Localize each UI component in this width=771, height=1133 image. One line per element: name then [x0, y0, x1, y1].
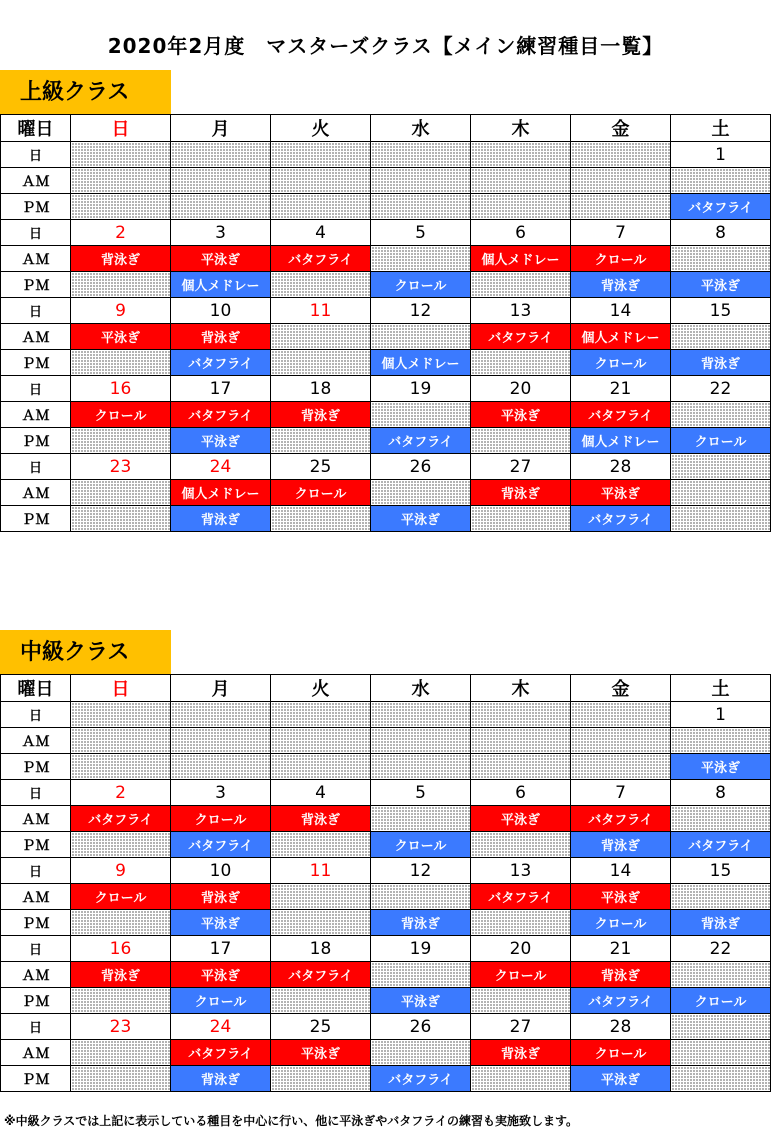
event-cell: バタフライ	[471, 324, 571, 350]
event-cell: 背泳ぎ	[171, 506, 271, 532]
am-row-label: ＡＭ	[1, 884, 71, 910]
date-row	[1, 858, 771, 884]
event-cell	[671, 962, 771, 988]
event-cell	[371, 402, 471, 428]
date-cell: 6	[471, 220, 571, 246]
event-cell	[71, 1040, 171, 1066]
event-cell: クロール	[171, 806, 271, 832]
am-row-label: ＡＭ	[1, 480, 71, 506]
event-cell	[571, 194, 671, 220]
pm-row	[1, 506, 771, 532]
event-cell: クロール	[271, 480, 371, 506]
pm-row-label: ＰＭ	[1, 832, 71, 858]
event-cell	[171, 754, 271, 780]
date-cell: 26	[371, 1014, 471, 1040]
event-cell: 背泳ぎ	[71, 962, 171, 988]
day-row-label: 日	[1, 780, 71, 806]
event-cell: クロール	[471, 962, 571, 988]
event-cell: 背泳ぎ	[571, 272, 671, 298]
weekday-header-cell: 火	[271, 115, 371, 142]
event-cell: クロール	[671, 428, 771, 454]
weekday-header-cell: 月	[171, 115, 271, 142]
event-cell	[71, 988, 171, 1014]
event-cell	[171, 194, 271, 220]
weekday-header-cell: 火	[271, 675, 371, 702]
event-cell	[671, 246, 771, 272]
event-cell	[71, 754, 171, 780]
date-cell	[271, 142, 371, 168]
event-cell	[271, 884, 371, 910]
event-cell: クロール	[571, 1040, 671, 1066]
date-cell: 18	[271, 376, 371, 402]
event-cell	[671, 884, 771, 910]
event-cell	[671, 324, 771, 350]
event-cell	[71, 350, 171, 376]
weekday-header-cell: 木	[471, 115, 571, 142]
event-cell	[271, 754, 371, 780]
date-cell: 28	[571, 454, 671, 480]
event-cell	[671, 1066, 771, 1092]
event-cell: 個人メドレー	[371, 350, 471, 376]
event-cell	[71, 272, 171, 298]
event-cell	[371, 728, 471, 754]
event-cell	[471, 910, 571, 936]
date-cell: 14	[571, 858, 671, 884]
date-cell: 21	[571, 936, 671, 962]
date-cell: 3	[171, 220, 271, 246]
event-cell	[471, 350, 571, 376]
event-cell	[471, 194, 571, 220]
pm-row	[1, 754, 771, 780]
event-cell	[671, 402, 771, 428]
pm-row	[1, 910, 771, 936]
event-cell	[671, 728, 771, 754]
am-row-label: ＡＭ	[1, 728, 71, 754]
event-cell	[271, 194, 371, 220]
date-cell: 24	[171, 1014, 271, 1040]
event-cell: 平泳ぎ	[171, 428, 271, 454]
event-cell	[671, 506, 771, 532]
event-cell: 背泳ぎ	[171, 1066, 271, 1092]
event-cell: クロール	[71, 402, 171, 428]
event-cell: 背泳ぎ	[671, 910, 771, 936]
event-cell: 背泳ぎ	[171, 884, 271, 910]
day-row-label: 日	[1, 702, 71, 728]
event-cell	[271, 1066, 371, 1092]
event-cell: 個人メドレー	[571, 428, 671, 454]
event-cell	[471, 754, 571, 780]
date-cell	[171, 142, 271, 168]
weekday-header-cell: 金	[571, 675, 671, 702]
event-cell: 背泳ぎ	[271, 402, 371, 428]
event-cell: 背泳ぎ	[471, 1040, 571, 1066]
event-cell	[671, 168, 771, 194]
date-cell: 9	[71, 858, 171, 884]
date-cell: 4	[271, 220, 371, 246]
date-cell: 20	[471, 936, 571, 962]
event-cell: 平泳ぎ	[171, 246, 271, 272]
footnote: ※中級クラスでは上記に表示している種目を中心に行い、他に平泳ぎやバタフライの練習も実施致します。	[4, 1114, 578, 1128]
event-cell: バタフライ	[71, 806, 171, 832]
event-cell	[171, 168, 271, 194]
event-cell: 平泳ぎ	[171, 910, 271, 936]
date-cell: 9	[71, 298, 171, 324]
event-cell: 平泳ぎ	[571, 884, 671, 910]
event-cell: バタフライ	[171, 402, 271, 428]
am-row-label: ＡＭ	[1, 402, 71, 428]
pm-row-label: ＰＭ	[1, 754, 71, 780]
pm-row-label: ＰＭ	[1, 506, 71, 532]
date-cell: 5	[371, 780, 471, 806]
page-title: 2020年2月度 マスターズクラス【メイン練習種目一覧】	[107, 34, 664, 58]
event-cell	[71, 194, 171, 220]
event-cell	[371, 754, 471, 780]
am-row	[1, 324, 771, 350]
date-cell: 14	[571, 298, 671, 324]
event-cell	[71, 910, 171, 936]
event-cell	[471, 272, 571, 298]
event-cell: 背泳ぎ	[271, 806, 371, 832]
am-row	[1, 884, 771, 910]
date-cell: 17	[171, 376, 271, 402]
event-cell: クロール	[571, 350, 671, 376]
am-row-label: ＡＭ	[1, 246, 71, 272]
event-cell	[371, 194, 471, 220]
event-cell: 個人メドレー	[171, 480, 271, 506]
date-cell: 1	[671, 142, 771, 168]
event-cell	[471, 728, 571, 754]
event-cell: 平泳ぎ	[471, 402, 571, 428]
am-row	[1, 728, 771, 754]
event-cell: バタフライ	[471, 884, 571, 910]
date-cell: 18	[271, 936, 371, 962]
class-header-intermediate: 中級クラス	[0, 630, 171, 674]
pm-row-label: ＰＭ	[1, 1066, 71, 1092]
pm-row-label: ＰＭ	[1, 910, 71, 936]
date-cell: 12	[371, 858, 471, 884]
weekday-header-label: 曜日	[1, 115, 71, 142]
date-cell: 11	[271, 298, 371, 324]
am-row-label: ＡＭ	[1, 324, 71, 350]
event-cell	[71, 832, 171, 858]
event-cell	[71, 728, 171, 754]
weekday-header-cell: 土	[671, 675, 771, 702]
event-cell	[371, 1040, 471, 1066]
pm-row	[1, 428, 771, 454]
pm-row-label: ＰＭ	[1, 272, 71, 298]
event-cell	[671, 480, 771, 506]
date-cell: 23	[71, 1014, 171, 1040]
date-cell: 23	[71, 454, 171, 480]
day-row-label: 日	[1, 454, 71, 480]
date-cell	[271, 702, 371, 728]
event-cell	[271, 988, 371, 1014]
day-row-label: 日	[1, 220, 71, 246]
pm-row-label: ＰＭ	[1, 194, 71, 220]
event-cell: バタフライ	[671, 194, 771, 220]
event-cell: クロール	[71, 884, 171, 910]
event-cell	[671, 1040, 771, 1066]
date-cell: 13	[471, 298, 571, 324]
date-cell: 20	[471, 376, 571, 402]
am-row	[1, 806, 771, 832]
weekday-header-cell: 水	[371, 115, 471, 142]
pm-row-label: ＰＭ	[1, 988, 71, 1014]
am-row-label: ＡＭ	[1, 806, 71, 832]
event-cell	[371, 884, 471, 910]
event-cell	[571, 728, 671, 754]
event-cell	[471, 832, 571, 858]
date-row	[1, 454, 771, 480]
weekday-header-row	[1, 675, 771, 702]
weekday-header-row	[1, 115, 771, 142]
date-cell	[471, 702, 571, 728]
day-row-label: 日	[1, 142, 71, 168]
am-row	[1, 962, 771, 988]
event-cell	[171, 728, 271, 754]
event-cell: クロール	[671, 988, 771, 1014]
pm-row-label: ＰＭ	[1, 428, 71, 454]
event-cell	[271, 428, 371, 454]
event-cell	[271, 168, 371, 194]
date-cell: 4	[271, 780, 371, 806]
date-cell	[71, 702, 171, 728]
event-cell: クロール	[571, 910, 671, 936]
am-row-label: ＡＭ	[1, 168, 71, 194]
event-cell: バタフライ	[571, 806, 671, 832]
day-row-label: 日	[1, 1014, 71, 1040]
date-row	[1, 298, 771, 324]
date-cell: 2	[71, 780, 171, 806]
weekday-header-cell: 土	[671, 115, 771, 142]
event-cell	[71, 480, 171, 506]
event-cell	[671, 806, 771, 832]
am-row	[1, 168, 771, 194]
event-cell	[271, 728, 371, 754]
event-cell: バタフライ	[371, 428, 471, 454]
event-cell	[371, 246, 471, 272]
date-cell: 2	[71, 220, 171, 246]
event-cell: 平泳ぎ	[271, 1040, 371, 1066]
day-row-label: 日	[1, 936, 71, 962]
event-cell	[471, 1066, 571, 1092]
date-cell: 8	[671, 220, 771, 246]
date-cell: 22	[671, 936, 771, 962]
event-cell: バタフライ	[271, 246, 371, 272]
event-cell: バタフライ	[571, 506, 671, 532]
event-cell: 平泳ぎ	[371, 988, 471, 1014]
pm-row	[1, 988, 771, 1014]
weekday-header-cell: 日	[71, 675, 171, 702]
pm-row	[1, 1066, 771, 1092]
event-cell: クロール	[571, 246, 671, 272]
event-cell: バタフライ	[571, 988, 671, 1014]
am-row	[1, 402, 771, 428]
event-cell	[71, 1066, 171, 1092]
event-cell: 背泳ぎ	[171, 324, 271, 350]
date-cell: 26	[371, 454, 471, 480]
event-cell: バタフライ	[271, 962, 371, 988]
am-row	[1, 1040, 771, 1066]
date-cell: 11	[271, 858, 371, 884]
date-cell: 17	[171, 936, 271, 962]
date-cell	[371, 142, 471, 168]
day-row-label: 日	[1, 858, 71, 884]
date-cell: 16	[71, 936, 171, 962]
event-cell	[471, 988, 571, 1014]
event-cell	[271, 506, 371, 532]
weekday-header-cell: 木	[471, 675, 571, 702]
event-cell	[271, 832, 371, 858]
weekday-header-cell: 金	[571, 115, 671, 142]
weekday-header-label: 曜日	[1, 675, 71, 702]
date-cell	[71, 142, 171, 168]
event-cell	[71, 506, 171, 532]
date-row	[1, 1014, 771, 1040]
date-cell	[371, 702, 471, 728]
event-cell	[371, 806, 471, 832]
event-cell	[371, 168, 471, 194]
date-cell: 7	[571, 220, 671, 246]
event-cell: 背泳ぎ	[571, 832, 671, 858]
date-cell: 15	[671, 858, 771, 884]
weekday-header-cell: 月	[171, 675, 271, 702]
day-row-label: 日	[1, 298, 71, 324]
event-cell: 平泳ぎ	[571, 480, 671, 506]
date-cell: 27	[471, 454, 571, 480]
event-cell	[471, 506, 571, 532]
date-cell	[571, 702, 671, 728]
date-row	[1, 702, 771, 728]
pm-row	[1, 194, 771, 220]
event-cell: 個人メドレー	[471, 246, 571, 272]
event-cell: バタフライ	[171, 1040, 271, 1066]
event-cell: クロール	[371, 832, 471, 858]
date-cell: 27	[471, 1014, 571, 1040]
event-cell: 平泳ぎ	[71, 324, 171, 350]
date-cell	[671, 454, 771, 480]
date-cell: 13	[471, 858, 571, 884]
date-cell: 7	[571, 780, 671, 806]
date-cell: 3	[171, 780, 271, 806]
schedule-table-advanced	[0, 114, 771, 532]
date-cell: 21	[571, 376, 671, 402]
date-cell: 1	[671, 702, 771, 728]
event-cell: クロール	[371, 272, 471, 298]
event-cell: 背泳ぎ	[471, 480, 571, 506]
weekday-header-cell: 水	[371, 675, 471, 702]
am-row	[1, 246, 771, 272]
date-cell: 28	[571, 1014, 671, 1040]
date-cell: 12	[371, 298, 471, 324]
date-cell: 19	[371, 936, 471, 962]
weekday-header-cell: 日	[71, 115, 171, 142]
day-row-label: 日	[1, 376, 71, 402]
date-row	[1, 780, 771, 806]
am-row	[1, 480, 771, 506]
date-cell	[671, 1014, 771, 1040]
event-cell: 背泳ぎ	[671, 350, 771, 376]
event-cell: 背泳ぎ	[71, 246, 171, 272]
event-cell	[371, 324, 471, 350]
event-cell: バタフライ	[171, 832, 271, 858]
event-cell	[271, 350, 371, 376]
date-cell: 8	[671, 780, 771, 806]
event-cell: バタフライ	[571, 402, 671, 428]
event-cell	[571, 754, 671, 780]
event-cell: 平泳ぎ	[371, 506, 471, 532]
event-cell	[471, 428, 571, 454]
date-cell: 15	[671, 298, 771, 324]
event-cell: バタフライ	[371, 1066, 471, 1092]
event-cell	[371, 962, 471, 988]
event-cell: 平泳ぎ	[171, 962, 271, 988]
date-row	[1, 220, 771, 246]
event-cell: 背泳ぎ	[571, 962, 671, 988]
date-row	[1, 936, 771, 962]
pm-row	[1, 350, 771, 376]
am-row-label: ＡＭ	[1, 1040, 71, 1066]
event-cell: 個人メドレー	[171, 272, 271, 298]
pm-row	[1, 272, 771, 298]
event-cell: 平泳ぎ	[671, 754, 771, 780]
date-cell: 16	[71, 376, 171, 402]
class-header-advanced: 上級クラス	[0, 70, 171, 114]
pm-row-label: ＰＭ	[1, 350, 71, 376]
event-cell: クロール	[171, 988, 271, 1014]
schedule-table-intermediate	[0, 674, 771, 1092]
event-cell	[271, 272, 371, 298]
date-cell: 10	[171, 298, 271, 324]
date-cell: 25	[271, 454, 371, 480]
event-cell: 背泳ぎ	[371, 910, 471, 936]
event-cell	[571, 168, 671, 194]
date-cell: 10	[171, 858, 271, 884]
date-cell: 5	[371, 220, 471, 246]
event-cell	[271, 324, 371, 350]
date-cell: 25	[271, 1014, 371, 1040]
date-cell: 22	[671, 376, 771, 402]
event-cell: 個人メドレー	[571, 324, 671, 350]
event-cell: 平泳ぎ	[671, 272, 771, 298]
date-row	[1, 376, 771, 402]
event-cell: 平泳ぎ	[571, 1066, 671, 1092]
pm-row	[1, 832, 771, 858]
event-cell	[271, 910, 371, 936]
event-cell	[371, 480, 471, 506]
date-cell: 19	[371, 376, 471, 402]
date-row	[1, 142, 771, 168]
event-cell: 平泳ぎ	[471, 806, 571, 832]
am-row-label: ＡＭ	[1, 962, 71, 988]
date-cell: 6	[471, 780, 571, 806]
event-cell: バタフライ	[671, 832, 771, 858]
event-cell: バタフライ	[171, 350, 271, 376]
date-cell	[471, 142, 571, 168]
date-cell: 24	[171, 454, 271, 480]
date-cell	[571, 142, 671, 168]
event-cell	[471, 168, 571, 194]
event-cell	[71, 428, 171, 454]
event-cell	[71, 168, 171, 194]
date-cell	[171, 702, 271, 728]
